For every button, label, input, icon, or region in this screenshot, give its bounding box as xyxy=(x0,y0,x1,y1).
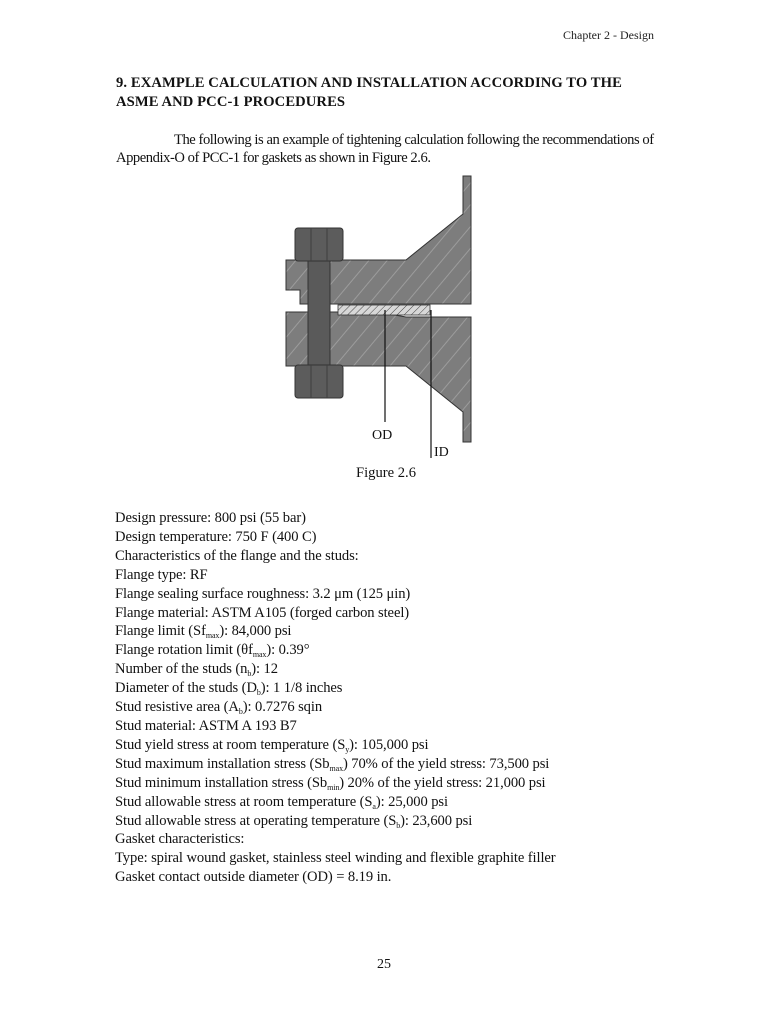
rotation-limit: Flange rotation limit $(\theta f_{max})$: 0.39° xyxy=(115,642,310,660)
stud-area: Stud resistive area $(A_b)$: 0.7276 sqin xyxy=(115,699,323,717)
running-header: Chapter 2 - Design xyxy=(563,28,654,42)
surface-roughness: Flange sealing surface roughness: 3.2 μm (125 μin) xyxy=(115,585,411,602)
bottom-nut xyxy=(295,365,343,398)
min-install-stress: Stud minimum installation stress $(Sb_{min})$ 20% of the yield stress: 21,000 psi xyxy=(115,774,546,792)
allowable-stress-room: Stud allowable stress at room temperature $(S_a)$: 25,000 psi xyxy=(115,793,448,811)
page-number: 25 xyxy=(377,957,391,972)
gasket xyxy=(338,305,430,315)
design-temperature: Design temperature: 750 F (400 C) xyxy=(115,528,317,545)
flange-figure xyxy=(278,172,478,462)
yield-stress: Stud yield stress at room temperature $(S_y)$: 105,000 psi xyxy=(115,736,429,754)
gasket-od: Gasket contact outside diameter (OD) = 8.19 in. xyxy=(115,869,392,886)
design-specifications xyxy=(115,509,675,887)
max-install-stress: Stud maximum installation stress $(Sb_{max})$ 70% of the yield stress: 73,500 psi xyxy=(115,755,550,773)
flange-limit: Flange limit $(Sf_{max})$: 84,000 psi xyxy=(115,623,292,641)
flange-studs-heading: Characteristics of the flange and the studs: xyxy=(115,547,359,564)
top-nut xyxy=(295,228,343,261)
section-heading: 9. EXAMPLE CALCULATION AND INSTALLATION ACCORDING TO THE ASME AND PCC-1 PROCEDURES xyxy=(116,75,622,110)
flange-material: Flange material: ASTM A105 (forged carbon steel) xyxy=(115,604,410,621)
gasket-heading: Gasket characteristics: xyxy=(115,831,245,848)
flange-type: Flange type: RF xyxy=(115,566,208,583)
intro-paragraph: The following is an example of tightening calculation following the recommendations of Appendix-O of PCC-1 for gaskets as shown in Figure 2.6. xyxy=(116,132,654,166)
figure-caption: Figure 2.6 xyxy=(356,465,416,481)
stud-material: Stud material: ASTM A 193 B7 xyxy=(115,717,297,734)
od-label: OD xyxy=(372,428,393,443)
stud-diameter: Diameter of the studs $(D_b)$: 1 1/8 inches xyxy=(115,680,343,698)
id-label: ID xyxy=(434,445,449,460)
stud-shank xyxy=(308,248,330,378)
gasket-type: Type: spiral wound gasket, stainless steel winding and flexible graphite filler xyxy=(115,850,556,867)
flange-cross-section-drawing xyxy=(278,172,478,462)
allowable-stress-operating: Stud allowable stress at operating temperature $(S_b)$: 23,600 psi xyxy=(115,812,473,830)
design-pressure: Design pressure: 800 psi (55 bar) xyxy=(115,510,306,526)
stud-count: Number of the studs $(n_b)$: 12 xyxy=(115,661,278,679)
